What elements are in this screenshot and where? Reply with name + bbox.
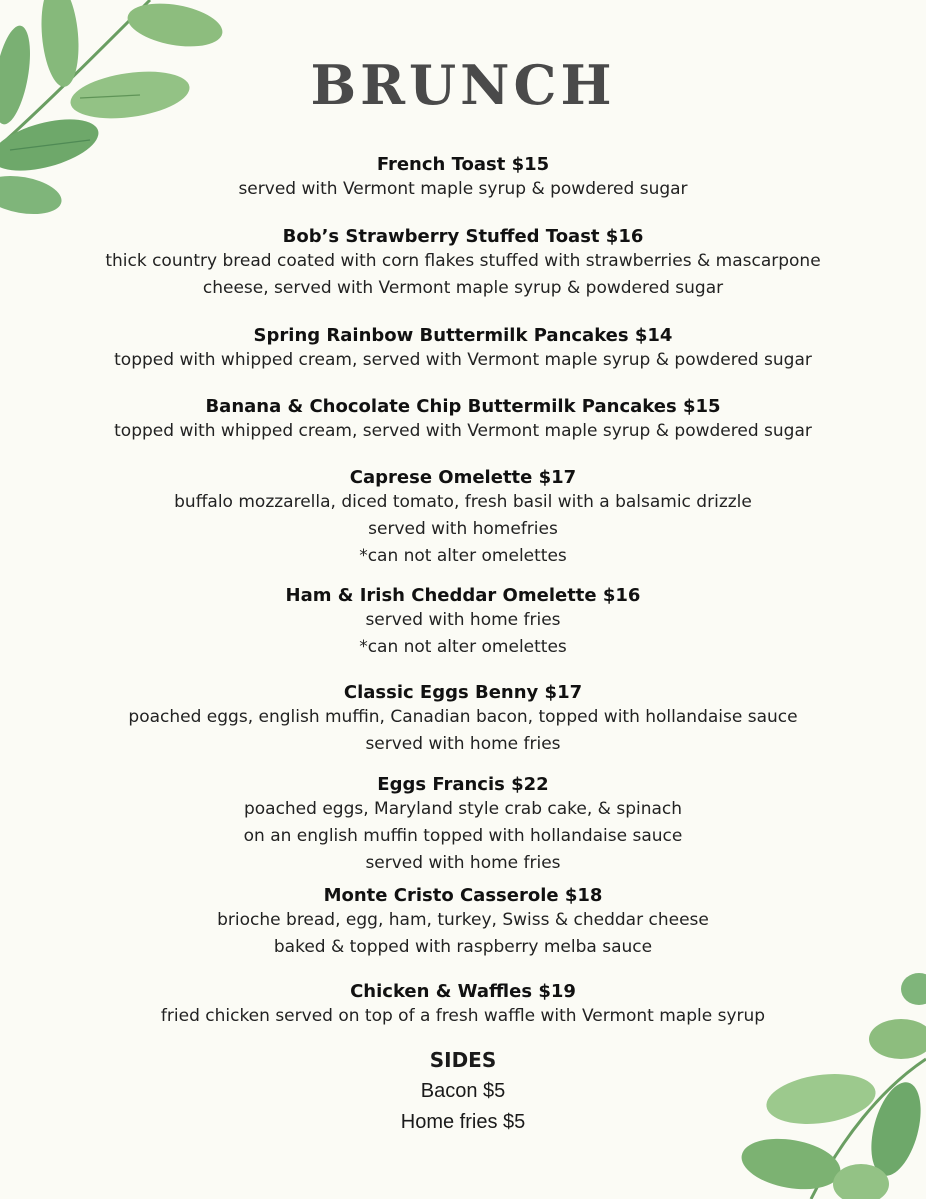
item-description: buffalo mozzarella, diced tomato, fresh basil with a balsamic drizzle [174,492,752,512]
item-description: served with home fries [365,853,561,873]
item-description: fried chicken served on top of a fresh waffle with Vermont maple syrup [160,1006,766,1026]
item-name: Spring Rainbow Buttermilk Pancakes $14 [253,325,673,346]
item-name: Chicken & Waffles $19 [350,981,576,1002]
item-name: Banana & Chocolate Chip Buttermilk Pancakes $15 [205,396,721,417]
item-description: served with homefries [368,519,558,539]
item-note: *can not alter omelettes [359,637,567,657]
side-item: Bacon $5 [420,1080,506,1102]
item-description: served with home fries [365,734,561,754]
item-name: Classic Eggs Benny $17 [343,682,583,703]
item-description: baked & topped with raspberry melba sauce [273,937,653,957]
item-name: Ham & Irish Cheddar Omelette $16 [285,585,641,606]
menu-item-monte-cristo [0,885,926,961]
item-description: poached eggs, Maryland style crab cake, & spinach [243,799,683,819]
item-description: topped with whipped cream, served with Vermont maple syrup & powdered sugar [114,350,812,370]
menu-item-eggs-francis [0,774,926,877]
item-description: served with Vermont maple syrup & powdered sugar [238,179,688,199]
item-description: topped with whipped cream, served with Vermont maple syrup & powdered sugar [114,421,812,441]
item-note: *can not alter omelettes [359,546,567,566]
menu-item-ham-cheddar-omelette [0,585,926,661]
item-description: on an english muffin topped with hollandaise sauce [243,826,683,846]
sides-section [0,1048,926,1138]
menu-item-rainbow-pancakes [0,325,926,374]
menu-item-chicken-waffles [0,981,926,1030]
menu-item-caprese-omelette [0,467,926,570]
item-description: poached eggs, english muffin, Canadian bacon, topped with hollandaise sauce [128,707,798,727]
item-description: thick country bread coated with corn flakes stuffed with strawberries & mascarpone [105,251,821,271]
menu-title: BRUNCH [310,53,616,117]
item-name: French Toast $15 [376,154,550,175]
menu-item-banana-pancakes [0,396,926,445]
item-description: brioche bread, egg, ham, turkey, Swiss & cheddar cheese [217,910,709,930]
side-item: Home fries $5 [400,1111,526,1133]
menu-item-french-toast [0,154,926,203]
item-name: Eggs Francis $22 [377,774,549,795]
sides-heading: SIDES [429,1048,497,1072]
item-description: served with home fries [365,610,561,630]
item-name: Monte Cristo Casserole $18 [323,885,603,906]
item-name: Bob’s Strawberry Stuffed Toast $16 [282,226,644,247]
item-name: Caprese Omelette $17 [349,467,577,488]
item-description: cheese, served with Vermont maple syrup & powdered sugar [202,278,724,298]
menu-item-eggs-benny [0,682,926,758]
menu-item-strawberry-stuffed-toast [0,226,926,302]
